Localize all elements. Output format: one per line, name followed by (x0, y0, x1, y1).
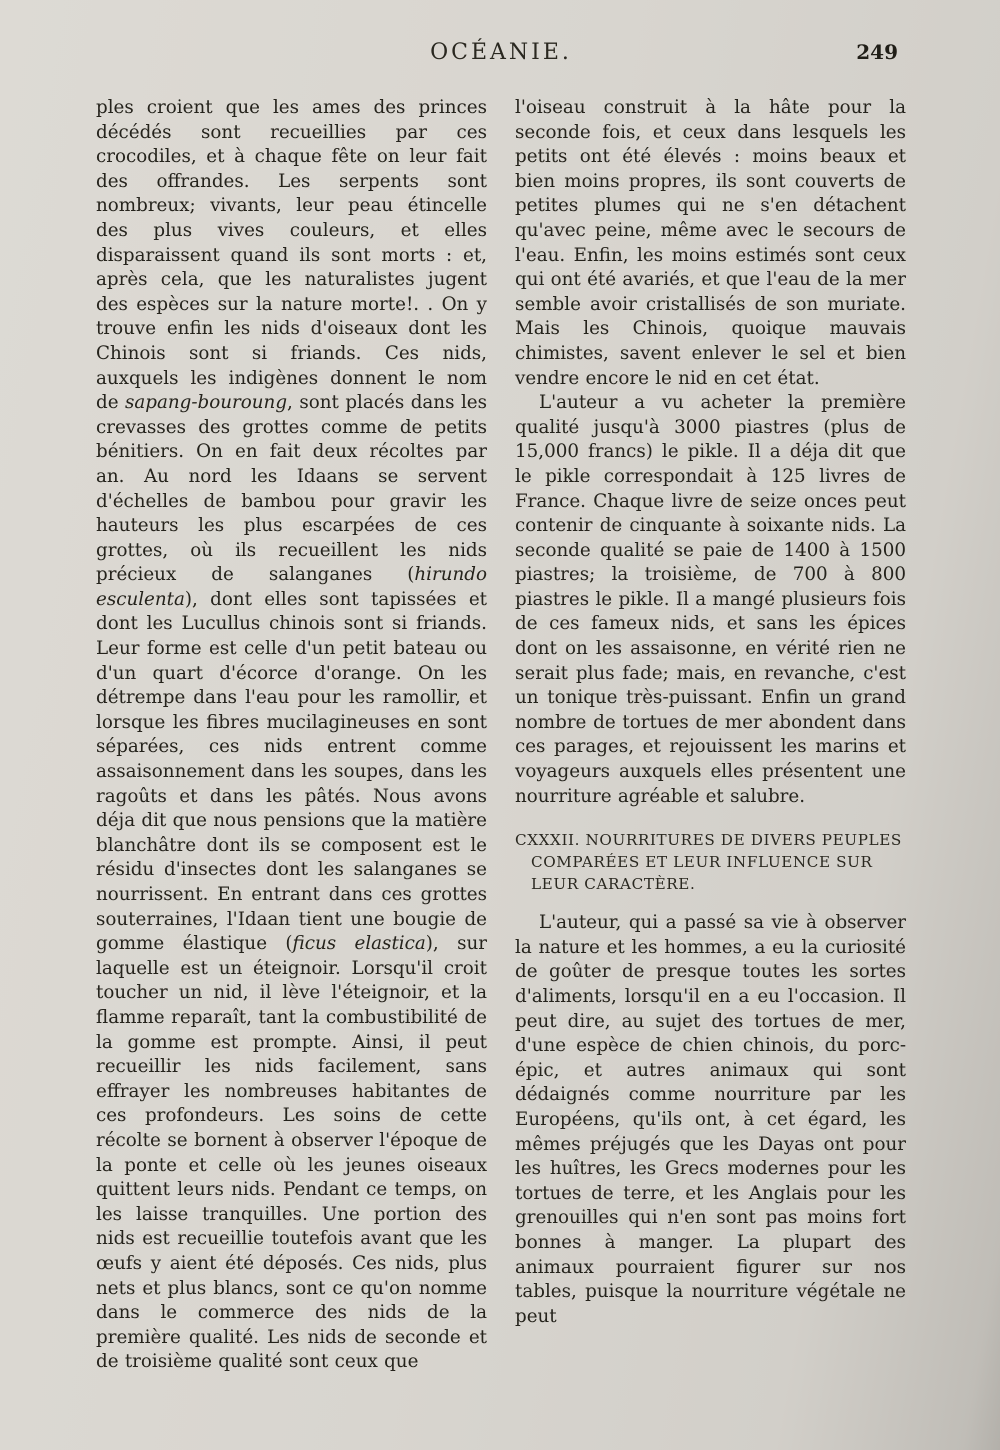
italic-text-run: sapang-bouroung (125, 392, 288, 414)
running-title: OCÉANIE. (430, 40, 572, 65)
paragraph (515, 391, 906, 809)
italic-text-run: hirundo esculenta (96, 564, 487, 610)
section-heading (515, 829, 906, 895)
text-run: L'auteur a vu acheter la première qualité jusqu'à 3000 piastres (plus de 15,000 francs) le pikle. Il a déja dit que le pikle correspondait à 125 livres de France. Chaque livre de seize onces peut contenir de cinquante à soixante nids. La seconde qualité se paie de 1400 à 1500 piastres; la troisième, de 700 à 800 piastres le pikle. Il a mangé plusieurs fois de ces fameux nids, et sans les épices dont on les assaisonne, en vérité rien ne serait plus fade; mais, en revanche, c'est un tonique très-puissant. Enfin un grand nombre de tortues de mer abondent dans ces parages, et rejouissent les marins et voyageurs auxquels elles présentent une nourriture agréable et salubre. (515, 392, 906, 807)
page-header (96, 40, 906, 78)
text-run: CXXXII. NOURRITURES DE DIVERS PEUPLES COMPARÉES ET LEUR INFLUENCE SUR LEUR CARACTÈRE. (515, 831, 902, 894)
text-run: l'oiseau construit à la hâte pour la seconde fois, et ceux dans lesquels les petits ont été élevés : moins beaux et bien moins propres, ils sont couverts de petites plumes qui ne s'en détachent qu'avec peine, même avec le secours de l'eau. Enfin, les moins estimés sont ceux qui ont été avariés, et que l'eau de la mer semble avoir cristallisés de son muriate. Mais les Chinois, quoique mauvais chimistes, savent enlever le sel et bien vendre encore le nid en cet état. (515, 97, 906, 389)
italic-text-run: ficus elastica (292, 933, 426, 955)
paragraph (96, 96, 487, 1375)
text-run: L'auteur, qui a passé sa vie à observer la nature et les hommes, a eu la curiosité de goûter de presque toutes les sortes d'aliments, lorsqu'il en a eu l'occasion. Il peut dire, au sujet des tortues de mer, d'une espèce de chien chinois, du porc-épic, et autres animaux qui sont dédaignés comme nourriture par les Européens, qu'ils ont, à cet égard, les mêmes préjugés que les Dayas ont pour les huîtres, les Grecs modernes pour les tortues de terre, et les Anglais pour les grenouilles qui n'en sont pas moins fort bonnes à manger. La plupart des animaux pourraient figurer sur nos tables, puisque la nourriture végétale ne peut (515, 912, 906, 1327)
paragraph (515, 911, 906, 1329)
text-columns (96, 96, 906, 1375)
text-run: , sont placés dans les crevasses des grottes comme de petits bénitiers. On en fait deux récoltes par an. Au nord les Idaans se servent d'échelles de bambou pour gravir les hauteurs les plus escarpées de ces grottes, où ils recueillent les nids précieux de salanganes ( (96, 392, 487, 586)
left-column (96, 96, 487, 1375)
paragraph (515, 96, 906, 391)
text-run: ples croient que les ames des princes décédés sont recueillies par ces crocodiles, et à chaque fête on leur fait des offrandes. Les serpents sont nombreux; vivants, leur peau étincelle des plus vives couleurs, et elles disparaissent quand ils sont morts : et, après cela, que les naturalistes jugent des espèces sur la nature morte!. . On y trouve enfin les nids d'oiseaux dont les Chinois sont si friands. Ces nids, auxquels les indigènes donnent le nom de (96, 97, 487, 414)
page-number: 249 (856, 40, 898, 64)
right-column (515, 96, 906, 1375)
text-run: ), sur laquelle est un éteignoir. Lorsqu'il croit toucher un nid, il lève l'éteignoir, et la flamme reparaît, tant la combustibilité de la gomme est prompte. Ainsi, il peut recueillir les nids facilement, sans effrayer les nombreuses habitantes de ces profondeurs. Les soins de cette récolte se bornent à observer l'époque de la ponte et celle où les jeunes oiseaux quittent leurs nids. Pendant ce temps, on les laisse tranquilles. Une portion des nids est recueillie toutefois avant que les œufs y aient été déposés. Ces nids, plus nets et plus blancs, sont ce qu'on nomme dans le commerce des nids de la première qualité. Les nids de seconde et de troisième qualité sont ceux que (96, 933, 487, 1373)
text-run: ), dont elles sont tapissées et dont les Lucullus chinois sont si friands. Leur forme est celle d'un petit bateau ou d'un quart d'écorce d'orange. On les détrempe dans l'eau pour les ramollir, et lorsque les fibres mucilagineuses en sont séparées, ces nids entrent comme assaisonnement dans les soupes, dans les ragoûts et dans les pâtés. Nous avons déja dit que nous pensions que la matière blanchâtre dont ils se composent est le résidu d'insectes dont les salanganes se nourrissent. En entrant dans ces grottes souterraines, l'Idaan tient une bougie de gomme élastique ( (96, 588, 487, 955)
